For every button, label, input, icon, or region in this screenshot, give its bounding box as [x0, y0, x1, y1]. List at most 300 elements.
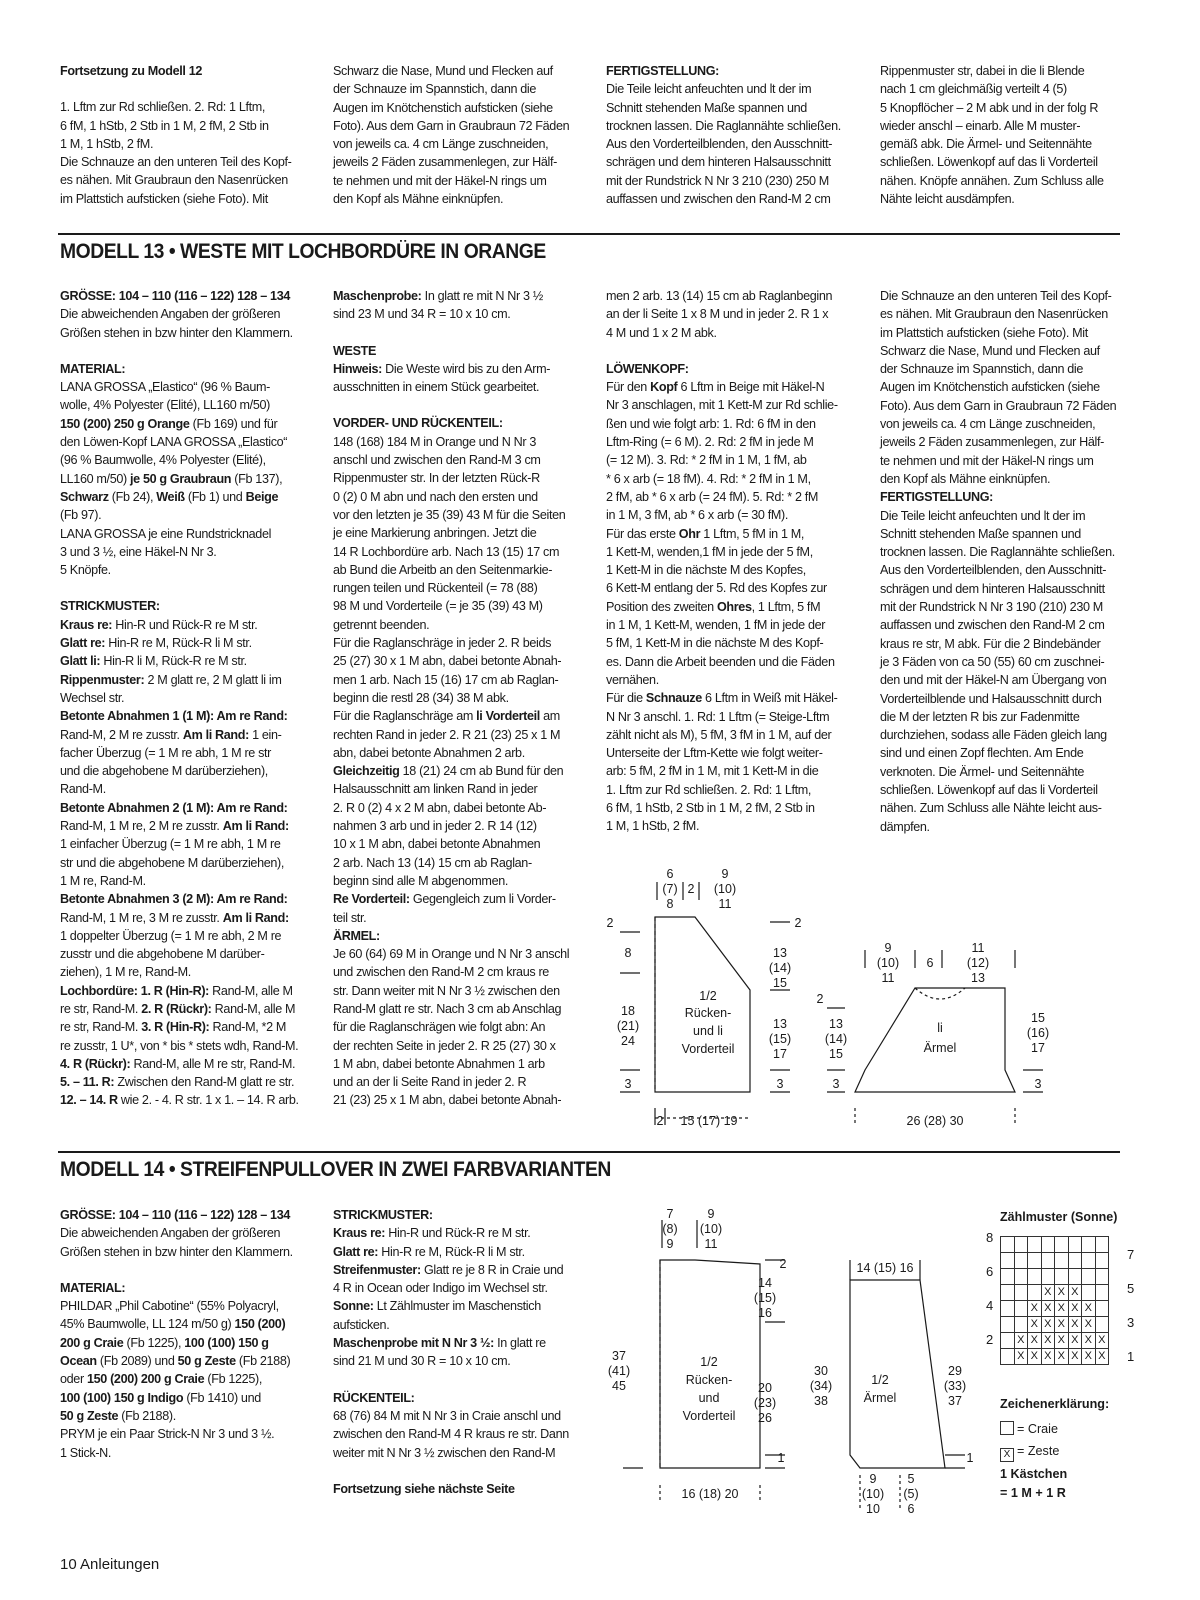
text-line: Fortsetzung siehe nächste Seite: [333, 1481, 515, 1496]
grid-cell-craie: [1028, 1237, 1042, 1253]
text-line: Die Schnauze an den unteren Teil des Kopf-: [60, 155, 292, 170]
dim-label: 9: [869, 1472, 877, 1486]
grid-cell-zeste: X: [1095, 1349, 1109, 1365]
grid-cell-craie: [1028, 1285, 1042, 1301]
x-box-icon: X: [1000, 1448, 1014, 1462]
text-line: Schnitt stehenden Maße spannen und: [880, 526, 1081, 541]
grid-row: [1001, 1269, 1109, 1285]
text-line: Nähte leicht ausdämpfen.: [880, 192, 1015, 207]
text-line: 10 x 1 M abn, dabei betonte Abnahmen: [333, 837, 541, 852]
grid-cell-craie: [1014, 1237, 1028, 1253]
body-outline: [655, 917, 750, 1092]
chart-title: Zählmuster (Sonne): [1000, 1210, 1118, 1224]
text-line: MATERIAL:: [60, 1280, 126, 1295]
part-label: Ärmel: [923, 1041, 957, 1055]
text-line: ausschnitten in einem Stück gearbeitet.: [333, 380, 540, 395]
grid-cell-craie: [1095, 1269, 1109, 1285]
page-footer: [60, 1556, 159, 1573]
text-line: Schwarz die Nase, Mund und Flecken auf: [333, 64, 553, 78]
grid-cell-zeste: X: [1028, 1349, 1042, 1365]
grid-cell-zeste: X: [1041, 1285, 1055, 1301]
dim-label: 17: [1031, 1041, 1045, 1055]
text-line: Die abweichenden Angaben der größeren: [60, 307, 281, 322]
text-line: den Kopf als Mähne einknüpfen.: [333, 192, 504, 207]
text-line: men 2 arb. 13 (14) 15 cm ab Raglanbeginn: [606, 289, 833, 303]
dim-label: 8: [624, 946, 632, 960]
part-label: und li: [693, 1024, 723, 1038]
text-line: Vorderteilblende und Halsausschnitt durch: [880, 691, 1102, 706]
grid-cell-craie: [1082, 1237, 1096, 1253]
grid-cell-craie: [1014, 1269, 1028, 1285]
text-line: gemäß abk. Die Ärmel- und Seitennähte: [880, 137, 1092, 152]
text-line: und die abgehobene M darüberziehen),: [60, 764, 268, 779]
text-line: 50 g Zeste (Fb 2188).: [60, 1408, 176, 1423]
dim-label: 10: [866, 1502, 880, 1516]
text-line: weiter mit N Nr 3 ½ zwischen den Rand-M: [333, 1445, 556, 1460]
text-line: Aus den Vorderteilblenden, den Ausschnitt-: [880, 563, 1107, 578]
text-line: schrägen und dem hinteren Halsausschnitt: [880, 581, 1105, 596]
page-number: 10: [60, 1556, 77, 1573]
text-line: ziehen), 1 M re, Rand-M.: [60, 965, 191, 980]
text-line: vernähen.: [606, 672, 659, 687]
text-line: Foto). Aus dem Garn in Graubraun 72 Fäden: [880, 398, 1117, 413]
text-line: Kraus re: Hin-R und Rück-R re M str.: [60, 617, 258, 632]
dim-label: 15 (17) 19: [680, 1114, 738, 1128]
dim-label: 15: [1031, 1011, 1045, 1025]
text-line: Position des zweiten Ohres, 1 Lftm, 5 fM: [606, 599, 821, 614]
text-line: facher Überzug (= 1 M re abh, 1 M re str: [60, 745, 272, 760]
text-line: die M der letzten R bis zur Fadenmitte: [880, 709, 1080, 724]
heading-modell-14: MODELL 14 • STREIFENPULLOVER IN ZWEI FARBVARIANTEN: [60, 1158, 611, 1181]
dim-label: 14 (15) 16: [856, 1261, 914, 1275]
legend-note: 1 Kästchen: [1000, 1467, 1068, 1481]
dim-label: 2: [794, 916, 802, 930]
grid-row-number: 1: [1127, 1349, 1135, 1364]
column-top-2: [333, 62, 583, 208]
text-line: von jeweils ca. 4 cm Länge zuschneiden,: [880, 417, 1096, 432]
text-line: mit der Rundstrick N Nr 3 210 (230) 250 M: [606, 173, 829, 188]
legend-note: = 1 M + 1 R: [1000, 1486, 1066, 1500]
dim-label: (16): [1026, 1026, 1050, 1040]
dim-label: 6: [907, 1502, 915, 1516]
grid-cell-craie: [1001, 1269, 1015, 1285]
text-line: anschl und zwischen den Rand-M 3 cm: [333, 453, 541, 468]
text-line: ßen und wie folgt arb: 1. Rd: 6 fM in den: [606, 416, 816, 431]
text-line: oder 150 (200) 200 g Craie (Fb 1225),: [60, 1372, 262, 1387]
dim-label: 26: [758, 1411, 772, 1425]
text-line: 4 M und 1 x 2 M abk.: [606, 325, 717, 340]
dim-label: (33): [943, 1379, 967, 1393]
sleeve-outline: [855, 988, 1015, 1092]
dim-label: (10): [699, 1222, 723, 1236]
dim-label: 37: [948, 1394, 962, 1408]
grid-cell-zeste: X: [1055, 1349, 1069, 1365]
grid-cell-zeste: X: [1068, 1285, 1082, 1301]
legend-title: Zeichenerklärung:: [1000, 1397, 1110, 1411]
text-line: FERTIGSTELLUNG:: [606, 64, 719, 78]
text-line: Gleichzeitig 18 (21) 24 cm ab Bund für den: [333, 764, 564, 779]
text-line: durchziehen, sodass alle Fäden gleich lang: [880, 728, 1107, 743]
text-line: RÜCKENTEIL:: [333, 1390, 415, 1405]
text-line: wieder anschl – einarb. Alle M muster-: [880, 118, 1081, 133]
text-line: in 1 M, 3 fM, ab * 6 x arb (= 30 fM).: [606, 508, 788, 523]
grid-row: [1001, 1349, 1109, 1365]
text-line: 98 M und Vorderteile (= je 35 (39) 43 M): [333, 599, 543, 614]
text-line: schließen. Löwenkopf auf das li Vorderteil: [880, 155, 1098, 170]
grid-cell-zeste: X: [1095, 1333, 1109, 1349]
grid-cell-craie: [1041, 1269, 1055, 1285]
text-line: Halsausschnitt am linken Rand in jeder: [333, 782, 538, 797]
dim-label: (21): [616, 1019, 640, 1033]
part-label: und: [698, 1391, 720, 1405]
grid-cell-zeste: X: [1068, 1333, 1082, 1349]
column-top-4: [880, 62, 1130, 208]
text-line: Rand-M glatt re str. Nach 3 cm ab Anschlag: [333, 1001, 562, 1016]
text-line: 45% Baumwolle, LL 124 m/50 g) 150 (200): [60, 1317, 286, 1332]
text-line: 5. – 11. R: Zwischen den Rand-M glatt re str.: [60, 1075, 295, 1090]
text-line: 4. R (Rückr): Rand-M, alle M re str, Rand-M.: [60, 1056, 296, 1071]
text-line: PRYM je ein Paar Strick-N Nr 3 und 3 ½.: [60, 1427, 275, 1442]
dim-label: 14: [758, 1276, 772, 1290]
text-line: 148 (168) 184 M in Orange und N Nr 3: [333, 434, 537, 449]
dim-label: 16 (18) 20: [681, 1487, 739, 1501]
dim-label: 13: [971, 971, 985, 985]
grid-row: [1001, 1253, 1109, 1269]
text-line: Für die Raglanschräge in jeder 2. R beids: [333, 636, 552, 651]
section-rule-modell-14: [58, 1151, 1120, 1153]
dim-label: 13: [829, 1017, 843, 1031]
legend-item-craie: = Craie: [1000, 1420, 1150, 1439]
text-line: der rechten Seite in jeder 2. R 25 (27) 30 x: [333, 1038, 556, 1053]
text-line: Fortsetzung zu Modell 12: [60, 64, 203, 78]
grid-cell-craie: [1028, 1269, 1042, 1285]
grid-cell-craie: [1095, 1237, 1109, 1253]
section-name: Anleitungen: [80, 1556, 160, 1573]
grid-cell-zeste: X: [1014, 1349, 1028, 1365]
part-label: 1/2: [700, 1355, 718, 1369]
dim-label: 38: [814, 1394, 828, 1408]
text-line: re zusstr, 1 U*, von * bis * stets wdh, Rand-M.: [60, 1038, 299, 1053]
text-line: 5 Knopflöcher – 2 M abk und in der folg R: [880, 100, 1099, 115]
grid-cell-craie: [1014, 1317, 1028, 1333]
grid-cell-craie: [1068, 1237, 1082, 1253]
text-line: Glatt re: Hin-R re M, Rück-R li M str.: [333, 1244, 525, 1259]
dim-label: 1: [777, 1451, 785, 1465]
text-line: Schwarz die Nase, Mund und Flecken auf: [880, 343, 1100, 358]
text-line: teil str.: [333, 910, 367, 925]
dim-label: 6: [666, 867, 674, 881]
text-line: 1 M, 1 hStb, 2 fM.: [60, 136, 154, 151]
text-line: 1 Stick-N.: [60, 1445, 112, 1460]
text-line: * 6 x arb (= 18 fM). 4. Rd: * 2 fM in 1 M,: [606, 471, 811, 486]
grid-cell-craie: [1001, 1253, 1015, 1269]
grid-cell-zeste: X: [1055, 1301, 1069, 1317]
part-label: Rücken-: [684, 1006, 732, 1020]
text-line: Glatt li: Hin-R li M, Rück-R re M str.: [60, 654, 247, 669]
column-m13-1: [60, 287, 310, 1110]
text-line: (Fb 97).: [60, 508, 102, 523]
grid-cell-craie: [1082, 1285, 1096, 1301]
text-line: arb: 5 fM, 2 fM in 1 M, mit 1 Kett-M in die: [606, 764, 819, 779]
grid-cell-zeste: X: [1041, 1301, 1055, 1317]
text-line: der Schnauze im Spannstich, dann die: [880, 362, 1084, 377]
text-line: im Plattstich aufsticken (siehe Foto). Mit: [60, 191, 268, 206]
legend-item-zeste: X = Zeste: [1000, 1442, 1150, 1462]
text-line: VORDER- UND RÜCKENTEIL:: [333, 416, 503, 431]
grid-cell-craie: [1001, 1317, 1015, 1333]
text-line: Betonte Abnahmen 2 (1 M): Am re Rand:: [60, 800, 288, 815]
text-line: Für den Kopf 6 Lftm in Beige mit Häkel-N: [606, 380, 825, 395]
dim-label: 2: [816, 992, 824, 1006]
text-line: men 1 arb. Nach 15 (16) 17 cm ab Raglan-: [333, 672, 559, 687]
dim-label: 13: [773, 1017, 787, 1031]
grid-cell-zeste: X: [1028, 1301, 1042, 1317]
text-line: Augen im Knötchenstich aufsticken (siehe: [880, 380, 1100, 395]
dim-label: (7): [662, 882, 678, 896]
text-line: te nehmen und mit der Häkel-N rings um: [333, 173, 547, 188]
grid-row: [1001, 1237, 1109, 1253]
pattern-diagram-modell-14: [595, 1200, 985, 1520]
text-line: WESTE: [333, 343, 377, 358]
text-line: es nähen. Mit Graubraun den Nasenrücken: [880, 307, 1108, 322]
dim-label: 29: [948, 1364, 962, 1378]
text-line: nähen. Zum Schluss alle Nähte leicht aus-: [880, 801, 1102, 816]
text-line: jeweils 2 Fäden zusammenlegen, zur Hälf-: [333, 155, 557, 170]
text-line: zählt nicht als M), 5 fM, 3 fM in 1 M, auf der: [606, 727, 832, 742]
grid-cell-craie: [1082, 1253, 1096, 1269]
dim-label: 16: [758, 1306, 772, 1320]
text-line: 1. Lftm zur Rd schließen. 2. Rd: 1 Lftm,: [606, 782, 812, 797]
dim-label: 2: [779, 1257, 787, 1271]
text-line: re str, Rand-M. 2. R (Rückr): Rand-M, alle M: [60, 1001, 296, 1016]
dim-label: (34): [809, 1379, 833, 1393]
text-line: str und die abgehobene M darüberziehen),: [60, 855, 285, 870]
text-line: Lftm-Ring (= 6 M). 2. Rd: 2 fM in jede M: [606, 435, 814, 450]
grid-cell-craie: [1055, 1253, 1069, 1269]
grid-cell-craie: [1001, 1285, 1015, 1301]
dim-label: 2: [687, 882, 695, 896]
dim-label: 45: [612, 1379, 626, 1393]
text-line: 12. – 14. R wie 2. - 4. R str. 1 x 1. – 14. R arb.: [60, 1093, 299, 1108]
text-line: trocknen lassen. Die Raglannähte schließen.: [606, 118, 841, 133]
text-line: 21 (23) 25 x 1 M abn, dabei betonte Abnah-: [333, 1093, 562, 1108]
text-line: mit der Rundstrick N Nr 3 190 (210) 230 M: [880, 600, 1103, 615]
grid-cell-craie: [1095, 1253, 1109, 1269]
grid-cell-craie: [1014, 1285, 1028, 1301]
grid-cell-craie: [1001, 1349, 1015, 1365]
text-line: Für die Raglanschräge am li Vorderteil am: [333, 709, 560, 724]
text-line: und zwischen den Rand-M 2 cm kraus re: [333, 965, 549, 980]
text-line: 25 (27) 30 x 1 M abn, dabei betonte Abnah-: [333, 654, 562, 669]
text-line: str. Dann weiter mit N Nr 3 ½ zwischen den: [333, 983, 560, 998]
text-line: Rippenmuster str, dabei in die li Blende: [880, 64, 1085, 78]
dim-label: (15): [768, 1032, 792, 1046]
text-line: Die Schnauze an den unteren Teil des Kopf-: [880, 289, 1112, 303]
grid-cell-craie: [1055, 1269, 1069, 1285]
text-line: Rand-M, 1 M re, 3 M re zusstr. Am li Rand:: [60, 910, 289, 925]
legend: [1000, 1395, 1150, 1503]
text-line: 150 (200) 250 g Orange (Fb 169) und für: [60, 416, 278, 431]
dim-label: 11: [704, 1237, 718, 1251]
text-line: dämpfen.: [880, 819, 930, 834]
grid-cell-zeste: X: [1082, 1349, 1096, 1365]
grid-cell-craie: [1095, 1285, 1109, 1301]
text-line: jeweils 2 Fäden zusammenlegen, zur Hälf-: [880, 435, 1104, 450]
text-line: es. Dann die Arbeit beenden und die Fäden: [606, 654, 835, 669]
column-m14-1: [60, 1206, 310, 1462]
text-line: 6 Kett-M entlang der 5. Rd des Kopfes zur: [606, 581, 827, 596]
text-line: LANA GROSSA je eine Rundstricknadel: [60, 526, 272, 541]
text-line: 3 und 3 ½, eine Häkel-N Nr 3.: [60, 544, 217, 559]
grid-cell-craie: [1014, 1253, 1028, 1269]
pattern-diagram-modell-13: [595, 860, 1065, 1135]
sun-grid: [1000, 1236, 1109, 1365]
text-line: wolle, 4% Polyester (Elité), LL160 m/50): [60, 398, 270, 413]
text-line: 2 fM, ab * 6 x arb (= 24 fM). 5. Rd: * 2 fM: [606, 489, 819, 504]
dim-label: (10): [861, 1487, 885, 1501]
dim-label: (14): [824, 1032, 848, 1046]
grid-cell-craie: [1001, 1333, 1015, 1349]
text-line: Je 60 (64) 69 M in Orange und N Nr 3 anschl: [333, 947, 570, 962]
text-line: Re Vorderteil: Gegengleich zum li Vorder-: [333, 892, 556, 907]
grid-cell-craie: [1055, 1237, 1069, 1253]
text-line: 1 einfacher Überzug (= 1 M re abh, 1 M re: [60, 837, 281, 852]
text-line: GRÖSSE: 104 – 110 (116 – 122) 128 – 134: [60, 289, 291, 303]
grid-cell-zeste: X: [1055, 1333, 1069, 1349]
text-line: Die Teile leicht anfeuchten und lt der im: [880, 508, 1086, 523]
grid-cell-craie: [1028, 1253, 1042, 1269]
grid-row: [1001, 1333, 1109, 1349]
text-line: nähen. Knöpfe annähen. Zum Schluss alle: [880, 173, 1104, 188]
text-line: für die Raglanschrägen wie folgt abn: An: [333, 1020, 546, 1035]
text-line: 0 (2) 0 M abn und nach den ersten und: [333, 489, 538, 504]
text-line: 100 (100) 150 g Indigo (Fb 1410) und: [60, 1390, 261, 1405]
text-line: den und mit der Häkel-N am Übergang von: [880, 673, 1107, 688]
grid-cell-craie: [1068, 1269, 1082, 1285]
dim-label: 9: [721, 867, 729, 881]
text-line: vor den letzten je 35 (39) 43 M für die Seiten: [333, 507, 566, 522]
text-line: aufsticken.: [333, 1317, 390, 1332]
text-line: Größen stehen in bzw hinter den Klammern.: [60, 1244, 293, 1259]
text-line: 6 fM, 1 hStb, 2 Stb in 1 M, 2 fM, 2 Stb in: [606, 801, 815, 816]
dim-label: (41): [607, 1364, 631, 1378]
grid-cell-zeste: X: [1068, 1349, 1082, 1365]
text-line: beginn die restl 28 (34) 38 M abk.: [333, 690, 509, 705]
sleeve-outline: [850, 1280, 945, 1468]
dim-label: (15): [753, 1291, 777, 1305]
text-line: sind 21 M und 30 R = 10 x 10 cm.: [333, 1354, 511, 1369]
text-line: der Schnauze im Spannstich, dann die: [333, 82, 537, 97]
text-line: Die Teile leicht anfeuchten und lt der im: [606, 82, 812, 97]
grid-cell-zeste: X: [1041, 1349, 1055, 1365]
dim-label: 26 (28) 30: [906, 1114, 964, 1128]
text-line: Ocean (Fb 2089) und 50 g Zeste (Fb 2188): [60, 1354, 291, 1369]
text-line: nahmen 3 arb und in jeder 2. R 14 (12): [333, 819, 537, 834]
text-line: te nehmen und mit der Häkel-N rings um: [880, 453, 1094, 468]
dim-label: 18: [621, 1004, 635, 1018]
grid-row: [1001, 1301, 1109, 1317]
grid-cell-craie: [1082, 1269, 1096, 1285]
grid-cell-craie: [1041, 1237, 1055, 1253]
text-line: und an der li Seite Rand in jeder 2. R: [333, 1075, 527, 1090]
grid-cell-zeste: X: [1028, 1317, 1042, 1333]
dim-label: 11: [881, 971, 895, 985]
column-top-3: [606, 62, 856, 208]
text-line: 1 M, 1 hStb, 2 fM.: [606, 819, 700, 834]
grid-row-number: 5: [1127, 1281, 1135, 1296]
dim-label: 5: [907, 1472, 915, 1486]
text-line: auffassen und zwischen den Rand-M 2 cm: [880, 618, 1105, 633]
grid-cell-craie: [1001, 1237, 1015, 1253]
text-line: den Kopf als Mähne einknüpfen.: [880, 471, 1051, 486]
text-line: LL160 m/50) je 50 g Graubraun (Fb 137),: [60, 471, 283, 486]
text-line: Kraus re: Hin-R und Rück-R re M str.: [333, 1226, 531, 1241]
text-line: GRÖSSE: 104 – 110 (116 – 122) 128 – 134: [60, 1208, 291, 1222]
text-line: 1 Kett-M, wenden,1 fM in jede der 5 fM,: [606, 544, 813, 559]
part-label: Vorderteil: [682, 1409, 736, 1423]
text-line: Lochbordüre: 1. R (Hin-R): Rand-M, alle M: [60, 983, 293, 998]
text-line: getrennt beenden.: [333, 617, 430, 632]
grid-row-number: 8: [986, 1230, 994, 1245]
text-line: 200 g Craie (Fb 1225), 100 (100) 150 g: [60, 1335, 269, 1350]
text-line: rechten Rand in jeder 2. R 21 (23) 25 x 1 M: [333, 727, 561, 742]
dim-label: 3: [1034, 1077, 1042, 1091]
text-line: Schnitt stehenden Maße spannen und: [606, 100, 807, 115]
text-line: auffassen und zwischen den Rand-M 2 cm: [606, 192, 831, 207]
dim-label: 17: [773, 1047, 787, 1061]
text-line: zusstr und die abgehobene M darüber-: [60, 947, 265, 962]
text-line: Rippenmuster: 2 M glatt re, 2 M glatt li im: [60, 672, 282, 687]
text-line: Augen im Knötchenstich aufsticken (siehe: [333, 100, 553, 115]
text-line: Foto). Aus dem Garn in Graubraun 72 Fäden: [333, 118, 570, 133]
grid-cell-craie: [1068, 1253, 1082, 1269]
text-line: 4 R in Ocean oder Indigo im Wechsel str.: [333, 1281, 548, 1296]
part-label: 1/2: [871, 1373, 889, 1387]
dim-label: 1: [966, 1451, 974, 1465]
text-line: zwischen den Rand-M 4 R kraus re str. Dann: [333, 1427, 569, 1442]
grid-row-number: 7: [1127, 1247, 1135, 1262]
text-line: Hinweis: Die Weste wird bis zu den Arm-: [333, 361, 551, 376]
grid-cell-zeste: X: [1041, 1317, 1055, 1333]
dim-label: 20: [758, 1381, 772, 1395]
text-line: LANA GROSSA „Elastico“ (96 % Baum-: [60, 380, 270, 395]
dim-label: (14): [768, 961, 792, 975]
text-line: 6 fM, 1 hStb, 2 Stb in 1 M, 2 fM, 2 Stb in: [60, 118, 269, 133]
text-line: N Nr 3 anschl. 1. Rd: 1 Lftm (= Steige-Lftm: [606, 709, 830, 724]
dim-label: (12): [966, 956, 990, 970]
text-line: 1. Lftm zur Rd schließen. 2. Rd: 1 Lftm,: [60, 100, 266, 115]
text-line: 1 M abn, dabei betonte Abnahmen 1 arb: [333, 1056, 545, 1071]
text-line: rungen teilen und Rückenteil (= 78 (88): [333, 581, 538, 596]
column-m13-2: [333, 287, 583, 1110]
grid-cell-craie: [1095, 1301, 1109, 1317]
dim-label: 7: [666, 1207, 674, 1221]
dim-label: 9: [884, 941, 892, 955]
text-line: Wechsel str.: [60, 690, 125, 705]
dim-label: 6: [926, 956, 934, 970]
text-line: sind 23 M und 34 R = 10 x 10 cm.: [333, 307, 511, 322]
grid-row: [1001, 1285, 1109, 1301]
text-line: (96 % Baumwolle, 4% Polyester (Elité),: [60, 453, 266, 468]
text-line: 68 (76) 84 M mit N Nr 3 in Craie anschl und: [333, 1408, 561, 1423]
text-line: PHILDAR „Phil Cabotine“ (55% Polyacryl,: [60, 1299, 279, 1314]
text-line: Betonte Abnahmen 3 (2 M): Am re Rand:: [60, 892, 288, 907]
grid-cell-zeste: X: [1068, 1317, 1082, 1333]
text-line: beginn sind alle M abgenommen.: [333, 873, 509, 888]
text-line: 1 M re, Rand-M.: [60, 873, 146, 888]
text-line: von jeweils ca. 4 cm Länge zuschneiden,: [333, 137, 549, 152]
text-line: Rand-M, 2 M re zusstr. Am li Rand: 1 ein-: [60, 727, 282, 742]
